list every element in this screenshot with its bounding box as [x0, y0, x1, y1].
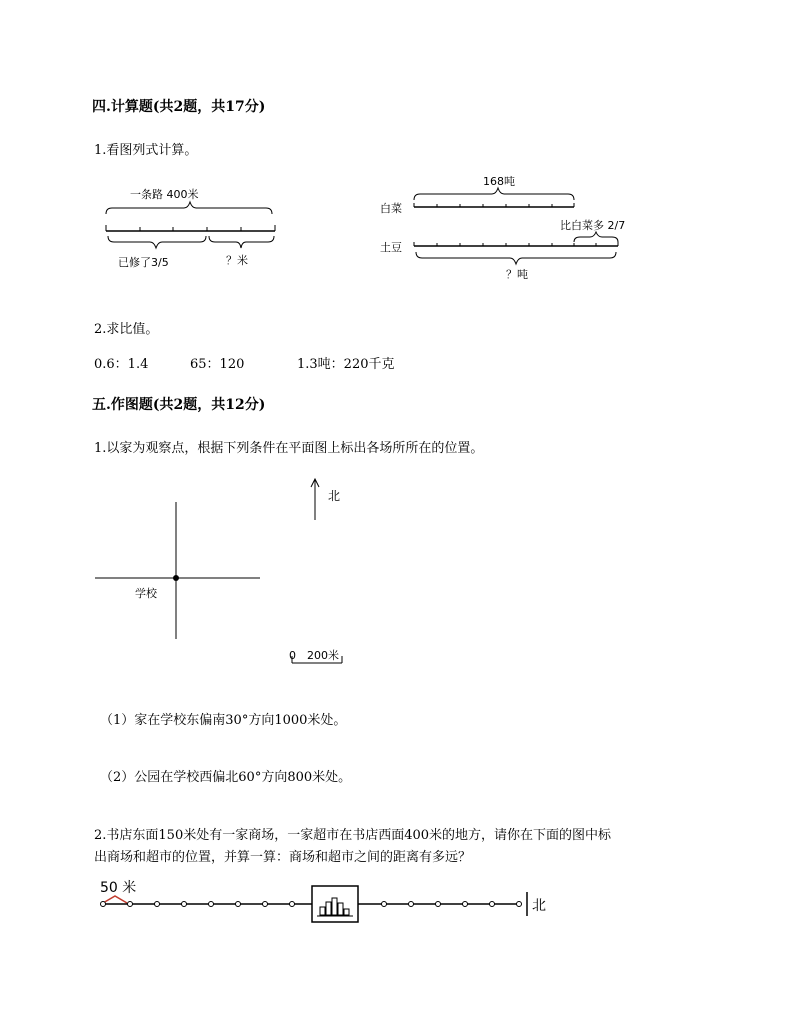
ratio-item-2: 65：120 — [190, 357, 245, 372]
north-marker-label: 北 — [532, 898, 546, 914]
drawing-q2-prompt-line2: 出商场和超市的位置，并算一算：商场和超市之间的距离有多远？ — [94, 850, 472, 865]
street-diagram — [96, 876, 566, 926]
ratio-item-3: 1.3吨：220千克 — [297, 357, 395, 372]
scale-50m-label: 50 米 — [100, 880, 137, 896]
ratio-item-1: 0.6：1.4 — [94, 357, 149, 372]
q2-prompt: 2.求比值。 — [94, 322, 159, 337]
section4-title: 四.计算题(共2题，共17分) — [92, 99, 266, 115]
position-diagram — [90, 475, 370, 670]
condition-1: （1）家在学校东偏南30°方向1000米处。 — [100, 713, 347, 728]
more-than-cabbage-label: 比白菜多 2/7 — [560, 219, 626, 232]
section5-title: 五.作图题(共2题，共12分) — [92, 397, 266, 413]
road-total-label: 一条路 400米 — [130, 188, 199, 201]
scale-value-label: 200米 — [307, 649, 339, 662]
cabbage-potato-diagram — [378, 170, 638, 285]
scale-zero-label: 0 — [289, 649, 296, 662]
north-label: 北 — [328, 489, 341, 503]
cabbage-value-label: 168吨 — [483, 175, 515, 188]
drawing-q2-prompt-line1: 2.书店东面150米处有一家商场，一家超市在书店西面400米的地方，请你在下面的图中标 — [94, 828, 612, 843]
condition-2: （2）公园在学校西偏北60°方向800米处。 — [100, 770, 352, 785]
cabbage-label: 白菜 — [380, 202, 402, 215]
repaired-label: 已修了3/5 — [118, 256, 169, 269]
unknown-meters-label: ？米 — [226, 254, 248, 267]
road-diagram — [100, 180, 285, 270]
potato-label: 土豆 — [380, 241, 402, 254]
q1-prompt: 1.看图列式计算。 — [94, 143, 198, 158]
unknown-tons-label: ？吨 — [506, 268, 528, 281]
drawing-q1-prompt: 1.以家为观察点，根据下列条件在平面图上标出各场所所在的位置。 — [94, 441, 484, 456]
school-label: 学校 — [135, 587, 157, 600]
